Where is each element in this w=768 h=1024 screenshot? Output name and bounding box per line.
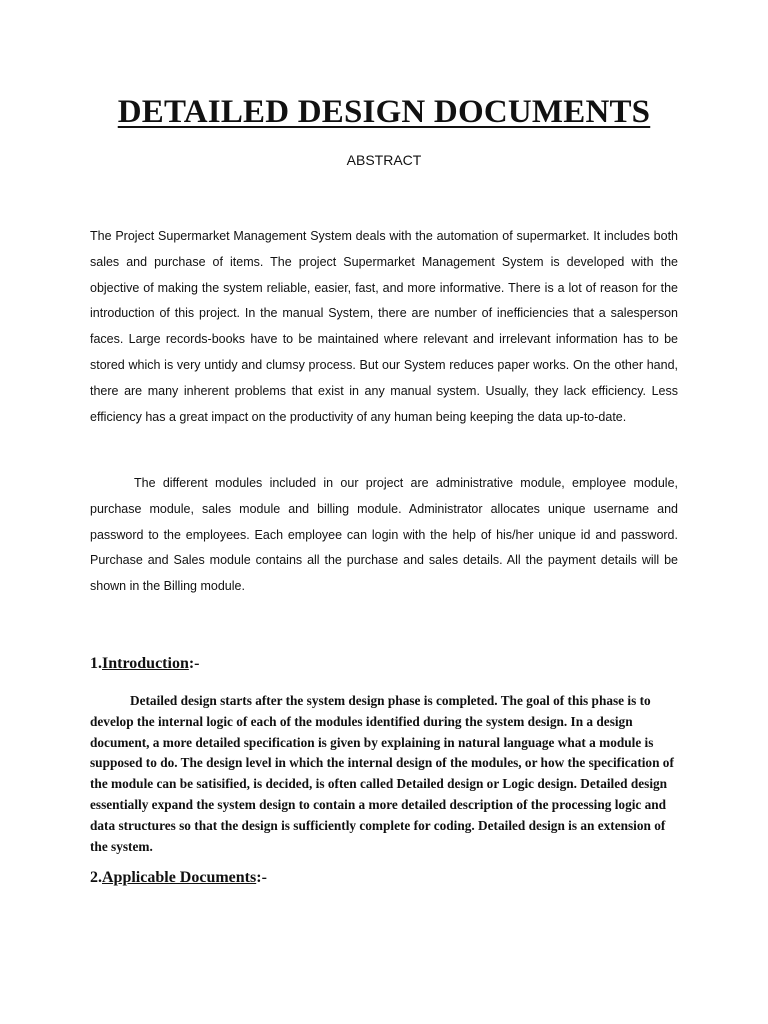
section-title: Introduction bbox=[102, 655, 189, 672]
document-title: DETAILED DESIGN DOCUMENTS bbox=[117, 94, 651, 130]
section-number: 1. bbox=[90, 655, 102, 672]
section-suffix: :- bbox=[188, 655, 200, 672]
section-heading-introduction bbox=[90, 655, 200, 673]
abstract-heading: ABSTRACT bbox=[346, 152, 422, 168]
introduction-paragraph: Detailed design starts after the system design phase is completed. The goal of this phase is to develop the internal logic of each of the modules identified during the system design. In a design document, a more detailed specification is given by explaining in natural language what a module is supposed to do. The design level in which the internal design of the modules, or how the specification of the module can be satisified, is decided, is often called Detailed design or Logic design. Detailed design essentially expand the system design to contain a more detailed description of the processing logic and data structures so that the design is sufficiently complete for coding. Detailed design is an extension of the system. bbox=[90, 693, 674, 854]
abstract-paragraph: The Project Supermarket Management System deals with the automation of supermarket. It includes both sales and purchase of items. The project Supermarket Management System is developed with the objective of making the system reliable, easier, fast, and more informative. There is a lot of reason for the introduction of this project. In the manual System, there are number of inefficiencies that a salesperson faces. Large records-books have to be maintained where relevant and irrelevant information has to be stored which is very untidy and clumsy process. But our System reduces paper works. On the other hand, there are many inherent problems that exist in any manual system. Usually, they lack efficiency. Less efficiency has a great impact on the productivity of any human being keeping the data up-to-date. bbox=[90, 229, 678, 424]
section-heading-applicable-documents bbox=[90, 869, 267, 887]
section-number: 2. bbox=[90, 869, 102, 886]
abstract-paragraph: The different modules included in our project are administrative module, employee module, purchase module, sales module and billing module. Administrator allocates unique username and password to the employees. Each employee can login with the help of his/her unique id and password. Purchase and Sales module contains all the purchase and sales details. All the payment details will be shown in the Billing module. bbox=[90, 476, 678, 594]
section-suffix: :- bbox=[256, 869, 267, 886]
section-title: Applicable Documents bbox=[102, 869, 257, 886]
